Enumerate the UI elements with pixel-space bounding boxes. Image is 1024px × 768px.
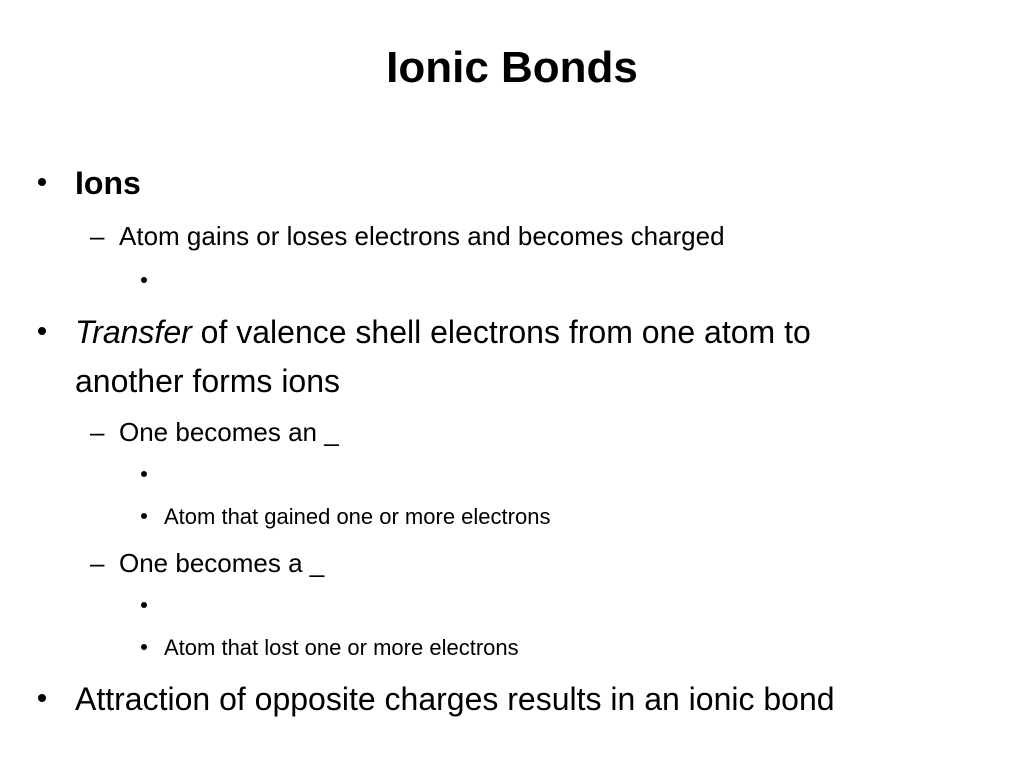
bullet-transfer	[75, 312, 811, 352]
sub-bullet-atom-gains: Atom gains or loses electrons and becomes charged	[119, 221, 725, 251]
detail-gained-electrons: Atom that gained one or more electrons	[164, 504, 551, 529]
detail-lost-electrons: Atom that lost one or more electrons	[164, 635, 519, 660]
empty-bullet-marker	[141, 602, 147, 608]
empty-bullet-marker	[141, 471, 147, 477]
bullet-ions: Ions	[75, 165, 141, 201]
empty-bullet-marker	[141, 277, 147, 283]
dash-marker: –	[90, 221, 105, 251]
bullet-marker	[38, 327, 46, 335]
bullet-marker	[38, 178, 46, 186]
bullet-marker	[38, 694, 46, 702]
dash-marker: –	[90, 548, 105, 578]
bullet-marker	[141, 644, 147, 650]
bullet-marker	[141, 513, 147, 519]
dash-marker: –	[90, 417, 105, 447]
sub-bullet-becomes-a: One becomes a _	[119, 548, 325, 578]
transfer-emphasis: Transfer	[75, 314, 192, 350]
bullet-attraction: Attraction of opposite charges results in an ionic bond	[75, 681, 835, 717]
sub-bullet-becomes-an: One becomes an _	[119, 417, 339, 447]
slide-title: Ionic Bonds	[386, 43, 638, 92]
bullet-transfer-continuation: another forms ions	[75, 363, 341, 399]
transfer-text: of valence shell electrons from one atom to	[191, 314, 811, 350]
